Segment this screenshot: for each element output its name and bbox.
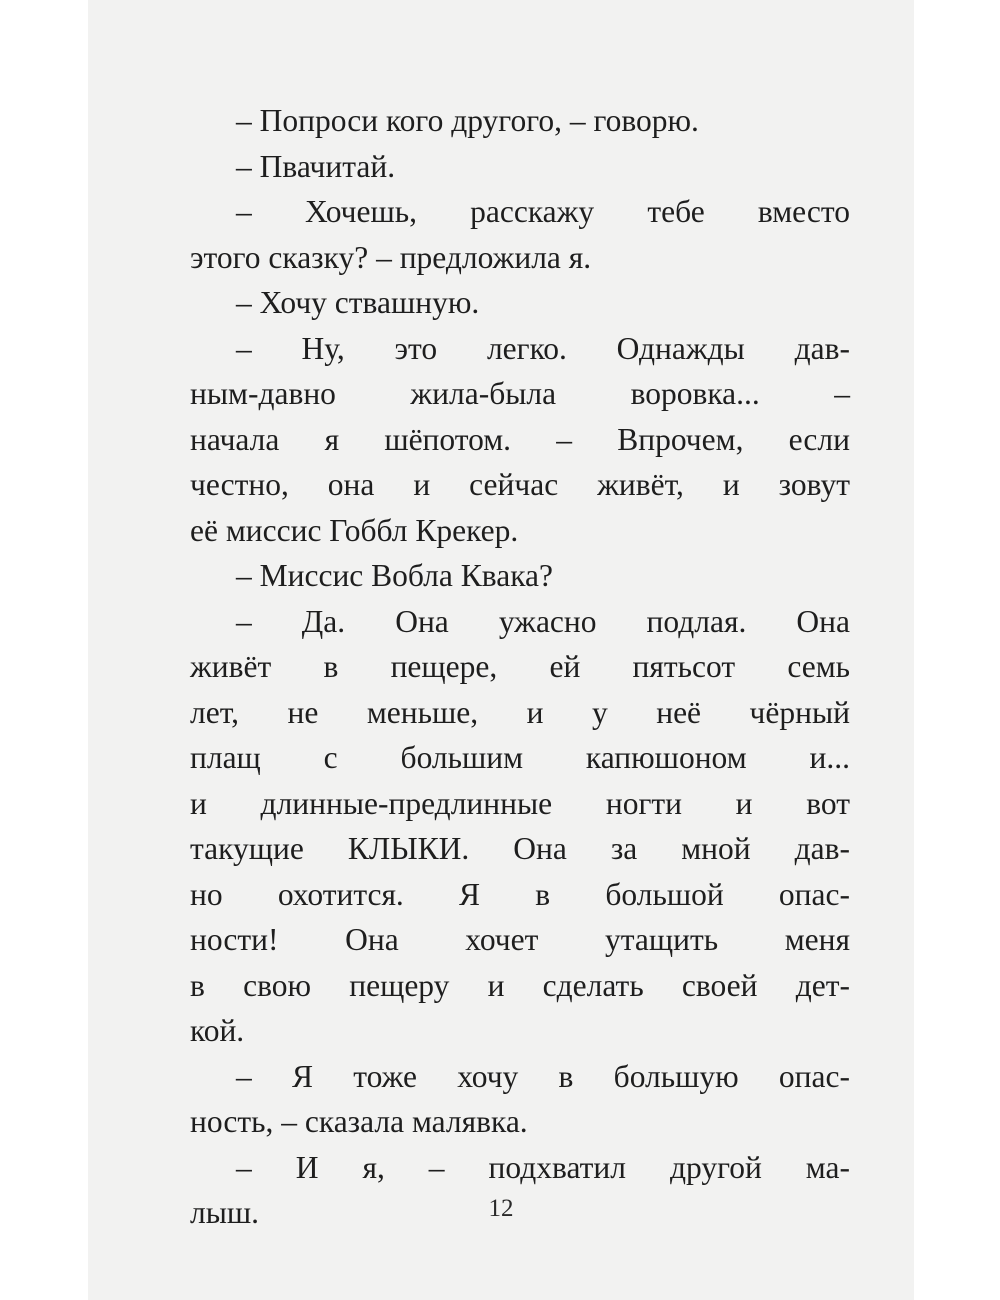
text-line: её миссис Гоббл Крекер.	[190, 512, 519, 548]
text-line: и длинные-предлинные ногти и вот	[190, 785, 850, 821]
text-line: честно, она и сейчас живёт, и зовут	[190, 467, 850, 502]
text-line: лыш.	[190, 1195, 260, 1230]
text-line: – И я, – подхватил другой ма-	[236, 1149, 850, 1185]
text-line: – Хочешь, расскажу тебе вместо	[236, 194, 850, 229]
text-line: живёт в пещере, ей пятьсот семь	[190, 649, 850, 684]
text-line: этого сказку? – предложила я.	[190, 239, 592, 275]
text-line: – Я тоже хочу в большую опас-	[236, 1058, 850, 1094]
text-line: – Попроси кого другого, – говорю.	[236, 103, 699, 138]
text-line: – Да. Она ужасно подлая. Она	[236, 603, 850, 639]
text-line: кой.	[190, 1013, 245, 1048]
text-line: лет, не меньше, и у неё чёрный	[190, 694, 850, 730]
text-line: – Миссис Вобла Квака?	[236, 558, 553, 593]
text-line: такущие КЛЫКИ. Она за мной дав-	[190, 831, 850, 866]
text-line: начала я шёпотом. – Впрочем, если	[190, 421, 850, 457]
text-line: – Хочу ствашную.	[236, 285, 480, 320]
body-text	[190, 98, 850, 1236]
text-line: в свою пещеру и сделать своей дет-	[190, 967, 850, 1003]
text-line: плащ с большим капюшоном и...	[190, 740, 850, 775]
page-number: 12	[488, 1195, 514, 1222]
book-page	[88, 0, 914, 1300]
text-line: но охотится. Я в большой опас-	[190, 876, 850, 912]
text-line: ности! Она хочет утащить меня	[190, 922, 850, 957]
text-line: ным-давно жила-была воровка... –	[190, 376, 850, 411]
text-line: ность, – сказала малявка.	[190, 1104, 528, 1139]
text-line: – Пвачитай.	[236, 148, 396, 184]
text-line: – Ну, это легко. Однажды дав-	[236, 330, 850, 366]
